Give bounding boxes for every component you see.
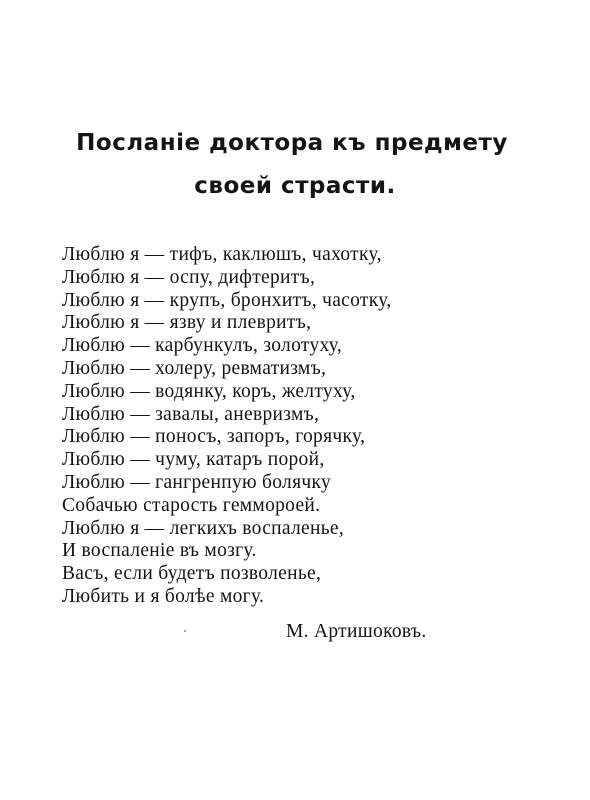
poem-line: Люблю — чуму, катаръ порой, [62, 449, 325, 471]
poem-title-line-2: своей страсти. [194, 173, 396, 199]
poem-line: Люблю я — язву и плевритъ, [62, 312, 312, 334]
poem-line: Люблю я — оспу, дифтеритъ, [62, 266, 316, 288]
poem-title-line-1: Посланіе доктора къ предмету [76, 130, 508, 156]
poem-line: Любить и я болѣе могу. [62, 585, 265, 607]
poem-line: Люблю я — легкихъ воспаленье, [62, 517, 345, 539]
poem-line: Люблю — завалы, аневризмъ, [62, 403, 320, 425]
poem-line: Люблю я — тифъ, каклюшъ, чахотку, [62, 244, 382, 265]
author-signature: М. Артишоковъ. [286, 621, 427, 642]
poem-line: Люблю — карбункулъ, золотуху, [62, 335, 343, 357]
poem-line: Люблю — поносъ, запоръ, горячку, [62, 426, 366, 448]
poem-line: Васъ, если будетъ позволенье, [62, 563, 322, 585]
poem-line: Люблю я — крупъ, бронхитъ, часотку, [62, 289, 392, 311]
poem-body [62, 244, 392, 609]
poem-line: Люблю — холеру, ревматизмъ, [62, 357, 327, 379]
poem-line: Собачью старость геммороей. [62, 494, 321, 516]
poem-line: Люблю — гангренпую болячку [62, 471, 332, 493]
poem-line: Люблю — водянку, коръ, желтуху, [62, 380, 356, 402]
ink-speck [184, 630, 186, 632]
poem-line: И воспаленіе въ мозгу. [62, 540, 257, 562]
